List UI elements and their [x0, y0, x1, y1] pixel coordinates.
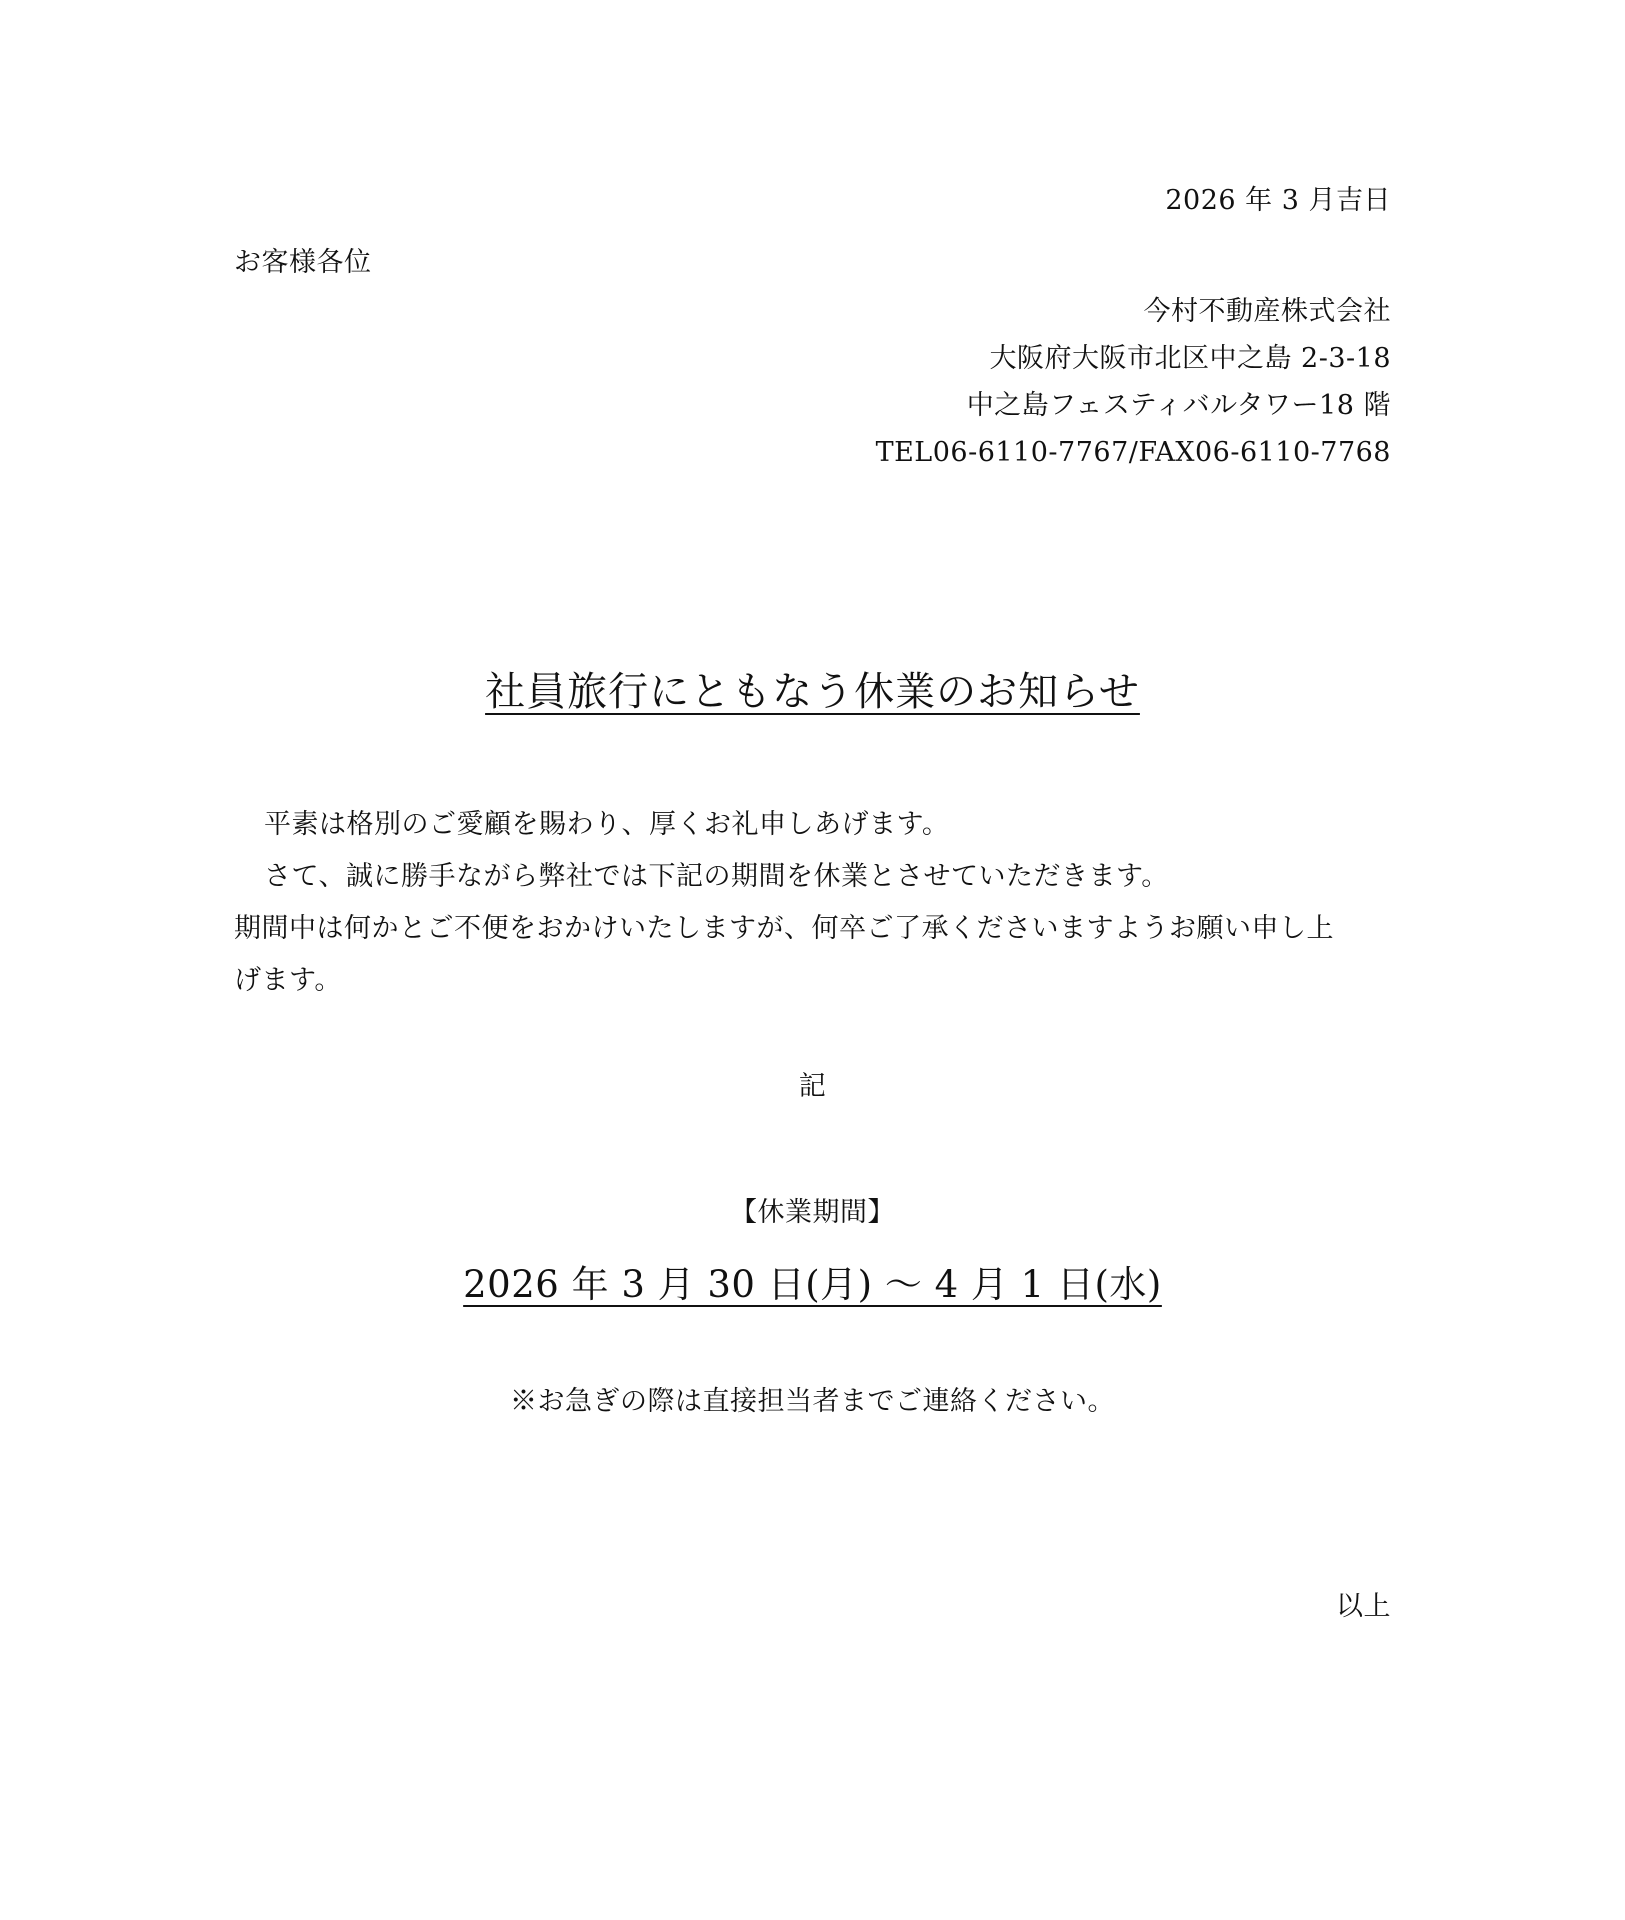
closure-period: [0, 1263, 1625, 1306]
sender-company: 今村不動産株式会社: [1143, 296, 1391, 327]
closure-period-text: 2026 年 3 月 30 日(月) ～ 4 月 1 日(水): [463, 1263, 1162, 1306]
ki-mark: 記: [798, 1071, 827, 1102]
contact-note: ※お急ぎの際は直接担当者までご連絡ください。: [510, 1386, 1115, 1417]
body-paragraph-4: げます。: [234, 965, 342, 996]
body-paragraph-3: 期間中は何かとご不便をおかけいたしますが、何卒ご了承くださいますようお願い申し上: [234, 913, 1334, 944]
notice-title-text: 社員旅行にともなう休業のお知らせ: [485, 669, 1140, 715]
document-date: 2026 年 3 月吉日: [1165, 185, 1391, 216]
sender-address-line1: 大阪府大阪市北区中之島 2-3-18: [989, 343, 1391, 374]
period-label: 【休業期間】: [730, 1197, 895, 1228]
sender-address-line2: 中之島フェスティバルタワー18 階: [966, 390, 1391, 421]
sender-contact: TEL06-6110-7767/FAX06-6110-7768: [875, 437, 1391, 468]
body-paragraph-2: さて、誠に勝手ながら弊社では下記の期間を休業とさせていただきます。: [264, 861, 1169, 892]
recipient: お客様各位: [234, 247, 372, 278]
closing-mark: 以上: [1336, 1591, 1391, 1622]
body-paragraph-1: 平素は格別のご愛顧を賜わり、厚くお礼申しあげます。: [264, 809, 950, 840]
notice-title: [0, 669, 1625, 715]
